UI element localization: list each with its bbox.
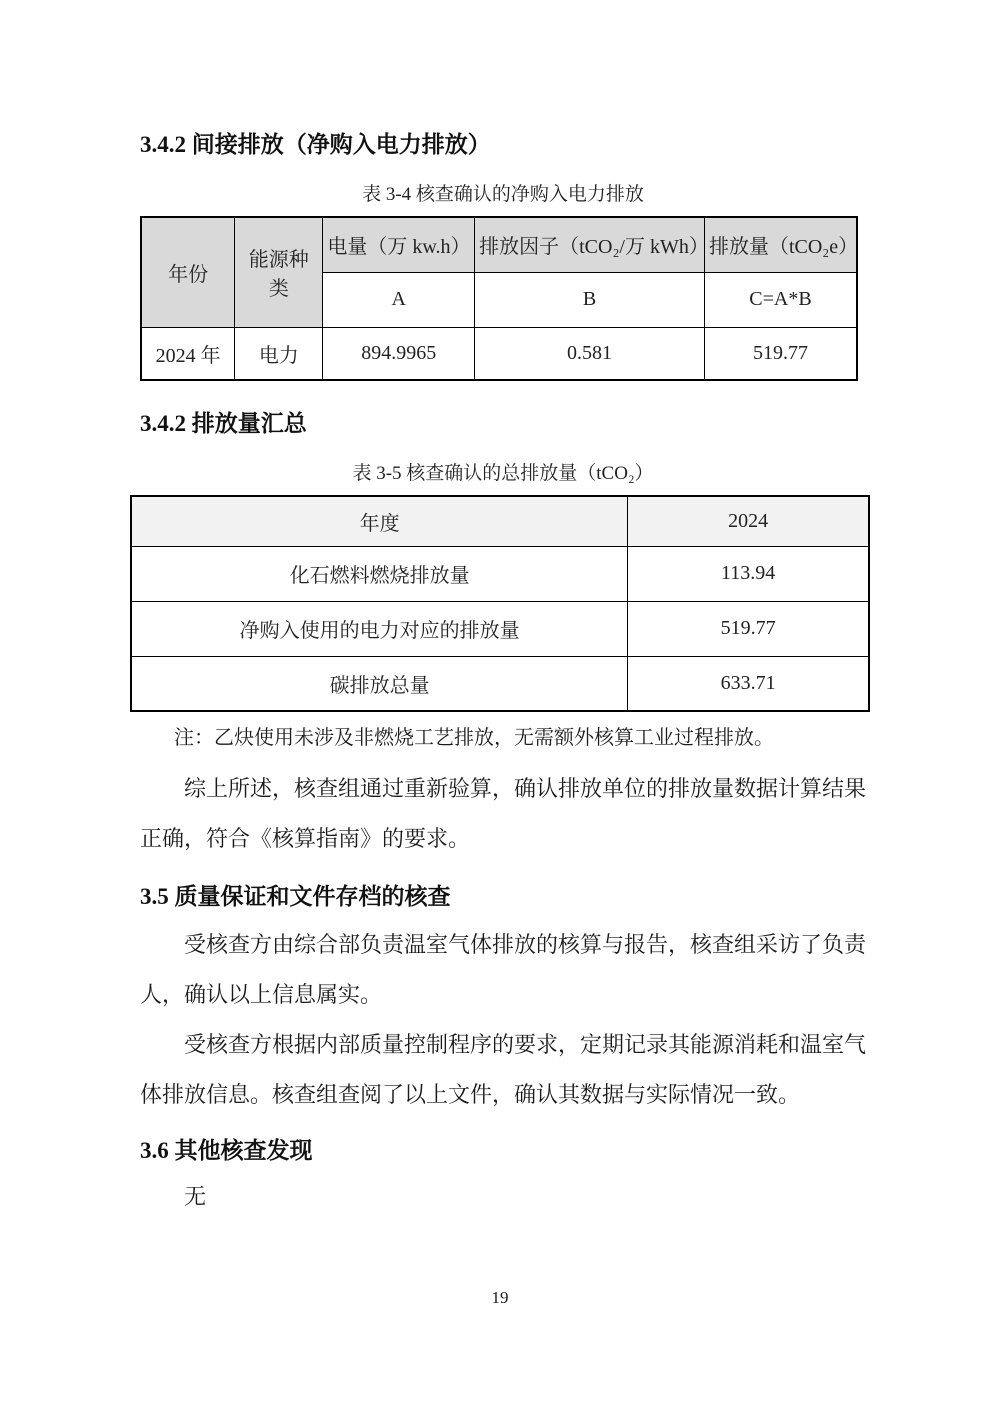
table-3-4-subheader-a: A	[323, 272, 475, 327]
table-3-4-header-electricity: 电量（万 kw.h）	[323, 217, 475, 272]
table-3-5-caption: 表 3-5 核查确认的总排放量（tCO₂）	[352, 463, 654, 484]
table-3-4-header-year: 年份	[141, 217, 235, 327]
page-number: 19	[491, 1288, 509, 1307]
table-3-5	[130, 495, 870, 712]
paragraph-3-5-1: 受核查方由综合部负责温室气体排放的核算与报告，核查组采访了负责人，确认以上信息属实。	[140, 932, 867, 1007]
table-cell-purchased-electricity-value: 519.77	[628, 601, 869, 656]
table-row	[131, 601, 869, 656]
table-3-5-header-year-label: 年度	[131, 496, 628, 546]
table-3-4-caption: 表 3-4 核查确认的净购入电力排放	[362, 184, 644, 205]
heading-3-5-quality-assurance: 3.5 质量保证和文件存档的核查	[140, 884, 451, 909]
table-cell-year: 2024 年	[141, 327, 235, 380]
table-cell-fossil-fuel-value: 113.94	[628, 546, 869, 601]
heading-3-6-other-findings: 3.6 其他核查发现	[140, 1138, 313, 1163]
summary-paragraph: 综上所述，核查组通过重新验算，确认排放单位的排放量数据计算结果正确，符合《核算指南》的要求。	[140, 776, 867, 851]
table-3-4-subheader-c: C=A*B	[704, 272, 857, 327]
table-3-5-header-year-value: 2024	[628, 496, 869, 546]
paragraph-3-5-2: 受核查方根据内部质量控制程序的要求，定期记录其能源消耗和温室气体排放信息。核查组查阅了以上文件，确认其数据与实际情况一致。	[140, 1032, 867, 1107]
table-cell-electricity: 894.9965	[323, 327, 475, 380]
heading-3-4-2-emission-summary: 3.4.2 排放量汇总	[140, 411, 307, 436]
table-3-4-header-energy-type: 能源种类	[235, 217, 323, 327]
table-cell-emission-amount: 519.77	[704, 327, 857, 380]
table-cell-energy-type: 电力	[235, 327, 323, 380]
table-row	[131, 496, 869, 546]
table-row	[141, 217, 857, 272]
table-3-4	[140, 216, 858, 381]
heading-3-4-2-indirect-emissions: 3.4.2 间接排放（净购入电力排放）	[140, 132, 491, 157]
table-3-4-header-emission-amount: 排放量（tCO₂e）	[704, 217, 857, 272]
table-cell-total-emission-value: 633.71	[628, 656, 869, 711]
paragraph-3-6-none: 无	[184, 1184, 207, 1209]
table-cell-fossil-fuel-label: 化石燃料燃烧排放量	[131, 546, 628, 601]
table-row	[131, 656, 869, 711]
table-3-4-header-emission-factor: 排放因子（tCO₂/万 kWh）	[475, 217, 705, 272]
table-row	[141, 327, 857, 380]
table-note: 注：乙炔使用未涉及非燃烧工艺排放，无需额外核算工业过程排放。	[174, 727, 774, 749]
table-row	[131, 546, 869, 601]
table-cell-purchased-electricity-label: 净购入使用的电力对应的排放量	[131, 601, 628, 656]
table-3-4-subheader-b: B	[475, 272, 705, 327]
table-cell-emission-factor: 0.581	[475, 327, 705, 380]
table-cell-total-emission-label: 碳排放总量	[131, 656, 628, 711]
